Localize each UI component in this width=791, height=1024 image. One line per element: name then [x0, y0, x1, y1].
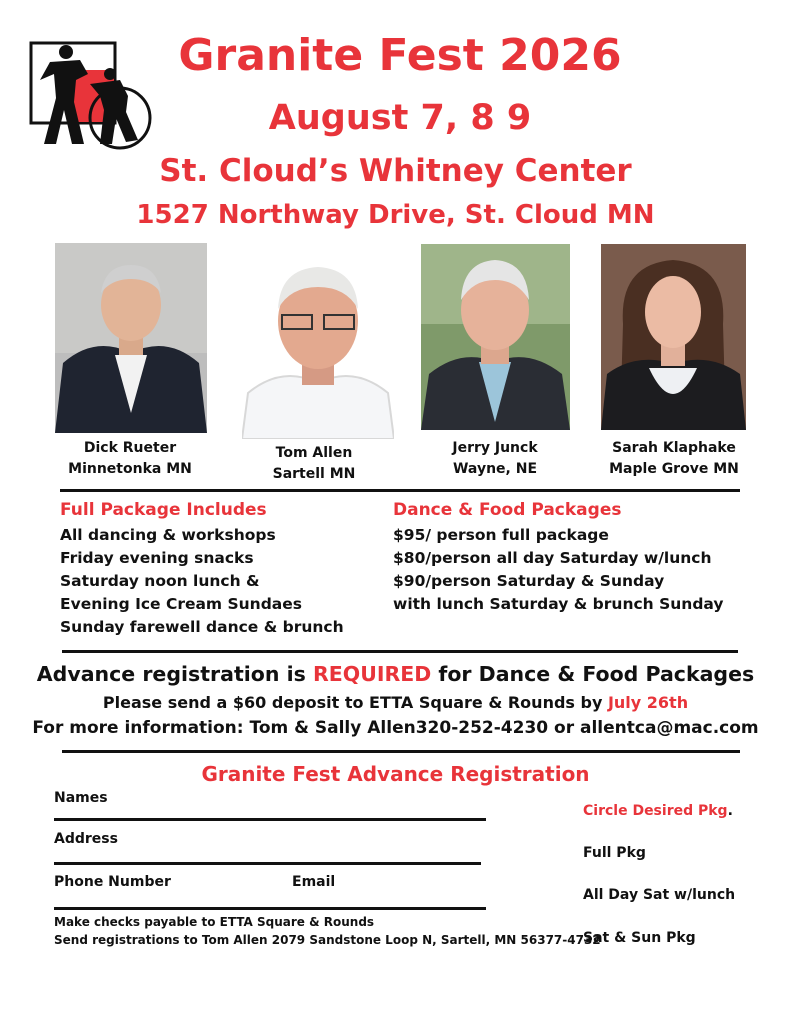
event-dates: August 7, 8 9 — [268, 98, 532, 138]
photo-tom-allen — [242, 243, 394, 439]
caller-location: Minnetonka MN — [68, 461, 192, 477]
list-item: $80/person all day Saturday w/lunch — [393, 549, 712, 567]
full-package-list — [60, 524, 380, 639]
event-title: Granite Fest 2026 — [178, 30, 622, 81]
circle-package-label: Circle Desired Pkg. — [583, 803, 733, 819]
send-note: Send registrations to Tom Allen 2079 Sandstone Loop N, Sartell, MN 56377-4732 — [54, 933, 601, 947]
list-item: Saturday noon lunch & — [60, 572, 260, 590]
email-label: Email — [292, 874, 336, 890]
phone-label: Phone Number — [54, 874, 171, 890]
caller-name: Sarah Klaphake — [612, 440, 736, 456]
package-option-full[interactable]: Full Pkg — [583, 845, 646, 861]
caller-card-2 — [224, 443, 404, 485]
deposit-notice: Please send a $60 deposit to ETTA Square & Rounds by July 26th — [102, 693, 689, 712]
divider — [62, 650, 738, 653]
dance-food-list — [393, 524, 753, 616]
list-item: $95/ person full package — [393, 526, 609, 544]
required-text: REQUIRED — [313, 662, 432, 686]
list-item: Evening Ice Cream Sundaes — [60, 595, 303, 613]
caller-name: Tom Allen — [275, 445, 353, 461]
dance-food-heading: Dance & Food Packages — [393, 500, 622, 520]
caller-name: Jerry Junck — [452, 440, 538, 456]
caller-location: Maple Grove MN — [609, 461, 739, 477]
divider — [62, 750, 740, 753]
contact-info: For more information: Tom & Sally Allen320-252-4230 or allentca@mac.com — [32, 718, 759, 738]
names-field[interactable] — [54, 818, 486, 821]
divider — [60, 489, 740, 492]
list-item: Friday evening snacks — [60, 549, 254, 567]
registration-title: Granite Fest Advance Registration — [201, 762, 590, 786]
event-address: 1527 Northway Drive, St. Cloud MN — [136, 200, 655, 230]
dance-food-section — [393, 500, 753, 616]
full-package-section — [60, 500, 380, 639]
caller-card-3 — [405, 438, 585, 480]
advance-registration-notice: Advance registration is REQUIRED for Dance & Food Packages — [36, 662, 755, 686]
list-item: Sunday farewell dance & brunch — [60, 618, 344, 636]
deposit-date: July 26th — [607, 693, 689, 712]
list-item: $90/person Saturday & Sunday — [393, 572, 665, 590]
event-venue: St. Cloud’s Whitney Center — [159, 153, 632, 189]
caller-location: Sartell MN — [272, 466, 356, 482]
list-item: with lunch Saturday & brunch Sunday — [393, 595, 724, 613]
package-option-all-day-sat[interactable]: All Day Sat w/lunch — [583, 887, 736, 903]
package-option-sat-sun[interactable]: Sat & Sun Pkg — [583, 930, 696, 946]
phone-email-field[interactable] — [54, 907, 486, 910]
list-item: All dancing & workshops — [60, 526, 276, 544]
address-field[interactable] — [54, 862, 481, 865]
caller-card-4 — [584, 438, 764, 480]
photo-dick-rueter — [55, 243, 207, 433]
caller-card-1 — [40, 438, 220, 480]
full-package-heading: Full Package Includes — [60, 500, 267, 520]
photo-sarah-klaphake — [601, 244, 746, 430]
photo-jerry-junck — [421, 244, 570, 430]
caller-name: Dick Rueter — [83, 440, 177, 456]
caller-location: Wayne, NE — [452, 461, 538, 477]
address-label: Address — [54, 831, 118, 847]
names-label: Names — [54, 790, 108, 806]
checks-note: Make checks payable to ETTA Square & Rounds — [54, 915, 375, 929]
